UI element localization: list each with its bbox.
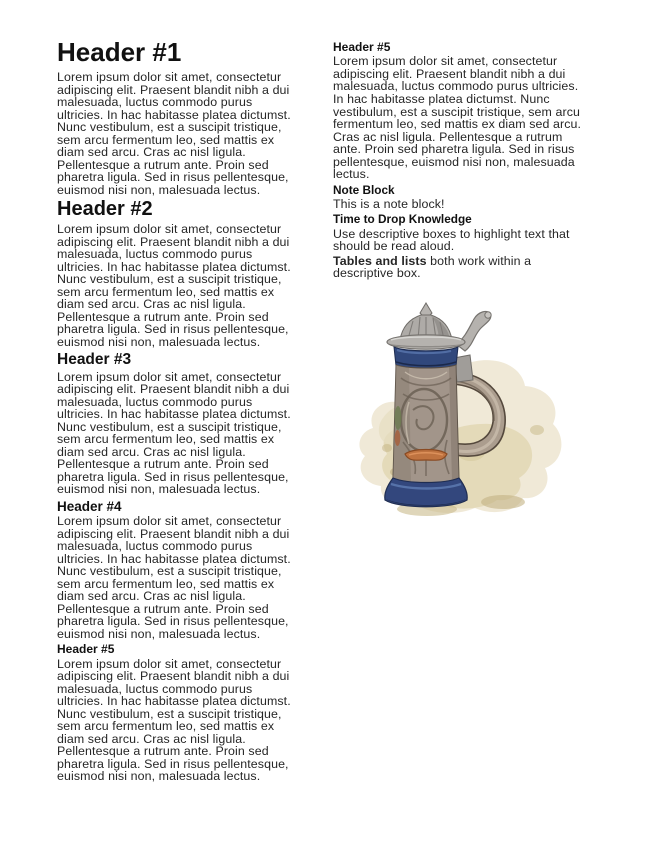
- right-column: [333, 38, 583, 520]
- note-block-text: This is a note block!: [333, 196, 445, 211]
- tables-lists-bold-lead: Tables and lists: [333, 253, 427, 268]
- tables-lists-rest: both work within a descriptive box.: [333, 253, 532, 281]
- tables-lists-paragraph: [333, 255, 583, 280]
- section-4-heading: Header #4: [57, 498, 122, 514]
- section-3-heading: Header #3: [57, 351, 132, 369]
- note-block-heading: Note Block: [333, 182, 395, 197]
- right-section-paragraph: Lorem ipsum dolor sit amet, consectetur adipiscing elit. Praesent blandit nibh a dui malesuada, luctus commodo purus ultricies. In hac habitasse platea dictumst. Nunc vestibulum, est a suscipit tristique, sem arcu fermentum leo, sed mattis ex diam sed arcu. Cras ac nisl ligula. Pellentesque a rutrum ante. Proin sed pharetra ligula. Sed in risus pellentesque, euismod nisi non, malesuada lectus.: [333, 54, 582, 182]
- stein-blue-collar: [394, 347, 458, 369]
- right-section-heading: Header #5: [333, 40, 391, 54]
- section-5-paragraph: Lorem ipsum dolor sit amet, consectetur adipiscing elit. Praesent blandit nibh a dui malesuada, luctus commodo purus ultricies. In hac habitasse platea dictumst. Nunc vestibulum, est a suscipit tristique, sem arcu fermentum leo, sed mattis ex diam sed arcu. Cras ac nisl ligula. Pellentesque a rutrum ante. Proin sed pharetra ligula. Sed in risus pellentesque, euismod nisi non, malesuada lectus.: [57, 656, 291, 784]
- knowledge-text: Use descriptive boxes to highlight text that should be read aloud.: [333, 226, 570, 254]
- beer-stein-illustration: [353, 302, 565, 520]
- section-4-paragraph: Lorem ipsum dolor sit amet, consectetur adipiscing elit. Praesent blandit nibh a dui malesuada, luctus commodo purus ultricies. In hac habitasse platea dictumst. Nunc vestibulum, est a suscipit tristique, sem arcu fermentum leo, sed mattis ex diam sed arcu. Cras ac nisl ligula. Pellentesque a rutrum ante. Proin sed pharetra ligula. Sed in risus pellentesque, euismod nisi non, malesuada lectus.: [57, 514, 291, 641]
- section-3-paragraph: Lorem ipsum dolor sit amet, consectetur adipiscing elit. Praesent blandit nibh a dui malesuada, luctus commodo purus ultricies. In hac habitasse platea dictumst. Nunc vestibulum, est a suscipit tristique, sem arcu fermentum leo, sed mattis ex diam sed arcu. Cras ac nisl ligula. Pellentesque a rutrum ante. Proin sed pharetra ligula. Sed in risus pellentesque, euismod nisi non, malesuada lectus.: [57, 369, 291, 497]
- stein-base: [385, 478, 467, 507]
- stein-lid: [387, 303, 465, 349]
- stein-body: [393, 365, 459, 483]
- section-1-heading: Header #1: [57, 37, 182, 67]
- section-5-heading: Header #5: [57, 642, 115, 657]
- knowledge-heading: Time to Drop Knowledge: [333, 212, 472, 227]
- left-column: [57, 38, 302, 785]
- section-2-heading: Header #2: [57, 198, 153, 221]
- section-2-paragraph: Lorem ipsum dolor sit amet, consectetur adipiscing elit. Praesent blandit nibh a dui malesuada, luctus commodo purus ultricies. In hac habitasse platea dictumst. Nunc vestibulum, est a suscipit tristique, sem arcu fermentum leo, sed mattis ex diam sed arcu. Cras ac nisl ligula. Pellentesque a rutrum ante. Proin sed pharetra ligula. Sed in risus pellentesque, euismod nisi non, malesuada lectus.: [57, 222, 291, 349]
- section-1-paragraph: Lorem ipsum dolor sit amet, consectetur adipiscing elit. Praesent blandit nibh a dui malesuada, luctus commodo purus ultricies. In hac habitasse platea dictumst. Nunc vestibulum, est a suscipit tristique, sem arcu fermentum leo, sed mattis ex diam sed arcu. Cras ac nisl ligula. Pellentesque a rutrum ante. Proin sed pharetra ligula. Sed in risus pellentesque, euismod nisi non, malesuada lectus.: [57, 70, 291, 197]
